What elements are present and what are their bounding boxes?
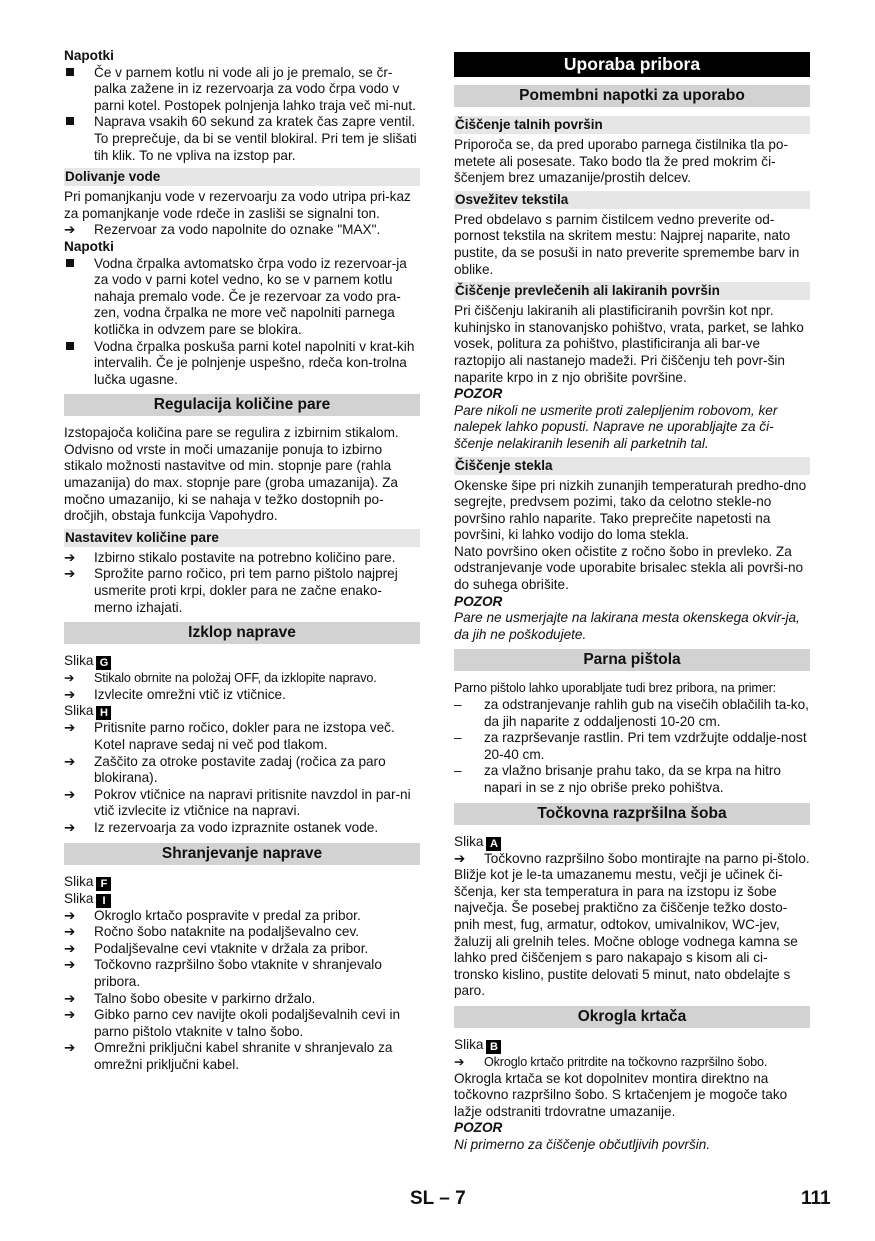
- paragraph: Nato površino oken očistite z ročno šobo in prevleko. Za odstranjevanje vode uporabite brisalec stekla ali površi-no do suhega obrišite.: [454, 543, 804, 593]
- section-heading-tockovna-soba: Točkovna razpršilna šoba: [454, 803, 810, 825]
- action-item: ➔ Omrežni priključni kabel shranite v shranjevalo za omrežni priključni kabel.: [64, 1040, 393, 1072]
- napotki-heading: Napotki: [64, 48, 114, 63]
- figure-badge: H: [96, 706, 111, 720]
- warning-label: POZOR: [454, 386, 503, 402]
- paragraph: Pri pomanjkanju vode v rezervoarju za vodo utripa pri-kaz za pomanjkanje vode rdeče in zasliši se signalni ton.: [64, 189, 411, 221]
- arrow-icon: ➔: [64, 819, 76, 835]
- action-item: ➔ Pritisnite parno ročico, dokler para ne izstopa več. Kotel naprave sedaj ni več pod tlakom.: [64, 720, 395, 752]
- action-item: ➔ Točkovno razpršilno šobo vtaknite v shranjevalo pribora.: [64, 957, 382, 989]
- subsection-heading-stekla: Čiščenje stekla: [454, 457, 810, 475]
- page-number: 111: [801, 1188, 831, 1209]
- figure-ref: Slika I: [64, 891, 420, 908]
- warning-text: Pare ne usmerjajte na lakirana mesta okenskega okvir-ja, da jih ne poškodujete.: [454, 610, 800, 642]
- action-item: ➔ Točkovno razpršilno šobo montirajte na parno pi-štolo.: [454, 850, 810, 866]
- napotki-heading: Napotki: [64, 238, 114, 254]
- figure-badge: F: [96, 877, 111, 891]
- arrow-icon: ➔: [64, 549, 76, 565]
- arrow-icon: ➔: [64, 786, 76, 802]
- list-item: – za razprševanje rastlin. Pri tem vzdržujte oddalje-nost 20-40 cm.: [454, 730, 807, 762]
- action-item: ➔ Rezervoar za vodo napolnite do oznake "MAX".: [64, 222, 381, 238]
- warning-label: POZOR: [454, 1120, 503, 1136]
- arrow-icon: ➔: [64, 940, 76, 956]
- action-item: ➔ Talno šobo obesite v parkirno držalo.: [64, 990, 316, 1006]
- section-heading-okrogla-krtaca: Okrogla krtača: [454, 1006, 810, 1028]
- square-bullet-icon: [64, 114, 94, 164]
- dash-bullet: –: [454, 763, 462, 779]
- left-column: [64, 48, 420, 1074]
- action-item: ➔ Gibko parno cev navijte okoli podaljševalnih cevi in parno pištolo vtaknite v talno šobo.: [64, 1007, 401, 1039]
- arrow-icon: ➔: [64, 957, 76, 973]
- section-heading-shranjevanje: Shranjevanje naprave: [64, 843, 420, 865]
- section-page: – 7: [439, 1188, 466, 1209]
- figure-ref: Slika F: [64, 874, 420, 891]
- section-heading-pomembni-napotki: Pomembni napotki za uporabo: [454, 85, 810, 107]
- action-item: ➔ Zaščito za otroke postavite zadaj (ročica za paro blokirana).: [64, 753, 386, 786]
- arrow-icon: ➔: [64, 924, 76, 940]
- paragraph: Okenske šipe pri nizkih zunanjih temperaturah predho-dno segrejte, predvsem pozimi, tako da celotno stekle-no površino rahlo naparite. Tako preprečite napetosti na površini, ki lahko vodijo do loma stekla.: [454, 477, 807, 543]
- action-item: ➔ Sprožite parno ročico, pri tem parno pištolo najprej usmerite proti krpi, dokler para ne začne enako-merno izhajati.: [64, 566, 398, 615]
- subsection-heading-tekstila: Osvežitev tekstila: [454, 191, 810, 209]
- arrow-icon: ➔: [64, 990, 76, 1006]
- arrow-icon: ➔: [64, 566, 76, 582]
- paragraph: Izstopajoča količina pare se regulira z izbirnim stikalom. Odvisno od vrste in moči umazanije ponuja to izbirno stikalo možnosti nastavitve od min. stopnje pare (rahla umazanija) do max. stopnje pare (groba umazanija). Za močno umazanijo, ki se nahaja v težko dostopnih po-dročjih, obstaja funkcija Vapohydro.: [64, 425, 399, 524]
- section-heading-nastavitev: Nastavitev količine pare: [64, 529, 420, 547]
- action-item: ➔ Iz rezervoarja za vodo izpraznite ostanek vode.: [64, 819, 379, 835]
- figure-ref: Slika G: [64, 653, 420, 670]
- action-item: ➔ Izvlecite omrežni vtič iz vtičnice.: [64, 686, 286, 702]
- list-item: Vodna črpalka poskuša parni kotel napolniti v krat-kih intervalih. Če je polnjenje uspešno, rdeča kon-trolna lučka ugasne.: [64, 339, 420, 389]
- figure-badge: B: [486, 1040, 501, 1054]
- square-bullet-icon: [64, 256, 94, 339]
- figure-ref: Slika A: [454, 834, 810, 851]
- section-heading-dolivanje: Dolivanje vode: [64, 168, 420, 186]
- paragraph: Bližje kot je le-ta umazanemu mestu, večji je učinek či-ščenja, ker sta temperatura in para na izstopu iz šobe največja. Še posebej praktično za čiščenje težko dosto-pnih mest, fug, armatur, odtokov, umivalnikov, WC-jev, žaluzij ali grelnih teles. Močne obloge vodnega kamna se lahko pred čiščenjem s paro nakapajo s kisom ali ci-tronsko kislino, pustite delovati 5 minut, nato obdelajte s paro.: [454, 867, 798, 999]
- arrow-icon: ➔: [64, 753, 76, 769]
- action-item: ➔ Okroglo krtačo pritrdite na točkovno razpršilno šobo.: [454, 1054, 768, 1069]
- list-item: – za odstranjevanje rahlih gub na visečih oblačilih ta-ko, da jih naparite z oddaljenosti 10-20 cm.: [454, 697, 809, 729]
- square-bullet-icon: [64, 339, 94, 389]
- dash-bullet: –: [454, 730, 462, 746]
- paragraph: Priporoča se, da pred uporabo parnega čistilnika tla po-metete ali posesate. Tako bodo tla že pred mokrim či-ščenjem brez umazanije/prostih delcev.: [454, 137, 789, 186]
- figure-badge: A: [486, 837, 501, 851]
- paragraph: Okrogla krtača se kot dopolnitev montira direktno na točkovno razpršilno šobo. S krtačenjem je mogoče tako lažje odstraniti trdovratne umazanije.: [454, 1070, 788, 1119]
- arrow-icon: ➔: [454, 850, 466, 866]
- footer-section-label: [410, 1188, 466, 1210]
- figure-badge: G: [96, 656, 111, 670]
- arrow-icon: ➔: [64, 222, 76, 238]
- language-code: SL: [410, 1188, 434, 1209]
- figure-ref: Slika H: [64, 703, 420, 720]
- arrow-icon: ➔: [64, 686, 76, 702]
- right-column: [454, 48, 810, 1154]
- warning-text: Pare nikoli ne usmerite proti zalepljenim robovom, ker nalepek lahko popusti. Naprave ne uporabljajte za či-ščenje nelakiranih lesenih ali parketnih tal.: [454, 402, 778, 451]
- arrow-icon: ➔: [64, 720, 76, 736]
- paragraph: Parno pištolo lahko uporabljate tudi brez pribora, na primer:: [454, 681, 776, 696]
- paragraph: Pred obdelavo s parnim čistilcem vedno preverite od-pornost tekstila na skritem mestu: Najprej naparite, nato pustite, da se posuši in nato preverite spremembe barv in oblike.: [454, 211, 800, 277]
- section-heading-parna-pistola: Parna pištola: [454, 649, 810, 671]
- action-item: ➔ Ročno šobo nataknite na podaljševalno cev.: [64, 924, 360, 940]
- warning-label: POZOR: [454, 593, 503, 609]
- square-bullet-icon: [64, 65, 94, 115]
- section-heading-regulacija: Regulacija količine pare: [64, 394, 420, 416]
- warning-text: Ni primerno za čiščenje občutljivih površin.: [454, 1136, 711, 1152]
- subsection-heading-prevlecenih: Čiščenje prevlečenih ali lakiranih površin: [454, 282, 810, 300]
- arrow-icon: ➔: [64, 907, 76, 923]
- subsection-heading-talnih: Čiščenje talnih površin: [454, 116, 810, 134]
- chapter-heading-uporaba-pribora: Uporaba pribora: [454, 52, 810, 77]
- action-item: ➔ Okroglo krtačo pospravite v predal za pribor.: [64, 907, 361, 923]
- section-heading-izklop: Izklop naprave: [64, 622, 420, 644]
- paragraph: Pri čiščenju lakiranih ali plastificiranih površin kot npr. kuhinjsko in stanovanjsko pohištvo, vrata, parket, se lahko vosek, politura za pohištvo, plastificiranja ali bar-ve raztopijo ali nastanejo madeži. Pri čiščenju teh povr-šin naparite krpo in z njo obrišite površine.: [454, 303, 804, 385]
- list-item: Vodna črpalka avtomatsko črpa vodo iz rezervoar-ja za vodo v parni kotel vedno, ko se v parnem kotlu nahaja premalo vode. Če je rezervoar za vodo pra-zen, vodna črpalka ne more več napolniti parnega kotlička in odvzem pare se blokira.: [64, 256, 420, 339]
- list-item: Naprava vsakih 60 sekund za kratek čas zapre ventil. To preprečuje, da bi se ventil blokiral. Pri tem je slišati tih klik. To ne vpliva na izstop par.: [64, 114, 420, 164]
- figure-badge: I: [96, 894, 111, 908]
- action-item: ➔ Izbirno stikalo postavite na potrebno količino pare.: [64, 549, 396, 565]
- dash-bullet: –: [454, 697, 462, 713]
- action-item: ➔ Podaljševalne cevi vtaknite v držala za pribor.: [64, 940, 369, 956]
- arrow-icon: ➔: [64, 1040, 76, 1056]
- list-item: – za vlažno brisanje prahu tako, da se krpa na hitro napari in se z njo obriše preko pohištva.: [454, 763, 781, 795]
- action-item: ➔ Stikalo obrnite na položaj OFF, da izklopite napravo.: [64, 671, 377, 686]
- arrow-icon: ➔: [454, 1054, 465, 1069]
- action-item: ➔ Pokrov vtičnice na napravi pritisnite navzdol in par-ni vtič izvlecite iz vtičnice na napravi.: [64, 786, 411, 819]
- arrow-icon: ➔: [64, 671, 75, 686]
- arrow-icon: ➔: [64, 1007, 76, 1023]
- figure-ref: Slika B: [454, 1037, 810, 1054]
- list-item: Če v parnem kotlu ni vode ali jo je premalo, se čr-palka zažene in iz rezervoarja za vodo črpa vodo v parni kotel. Postopek polnjenja lahko traja več mi-nut.: [64, 65, 420, 115]
